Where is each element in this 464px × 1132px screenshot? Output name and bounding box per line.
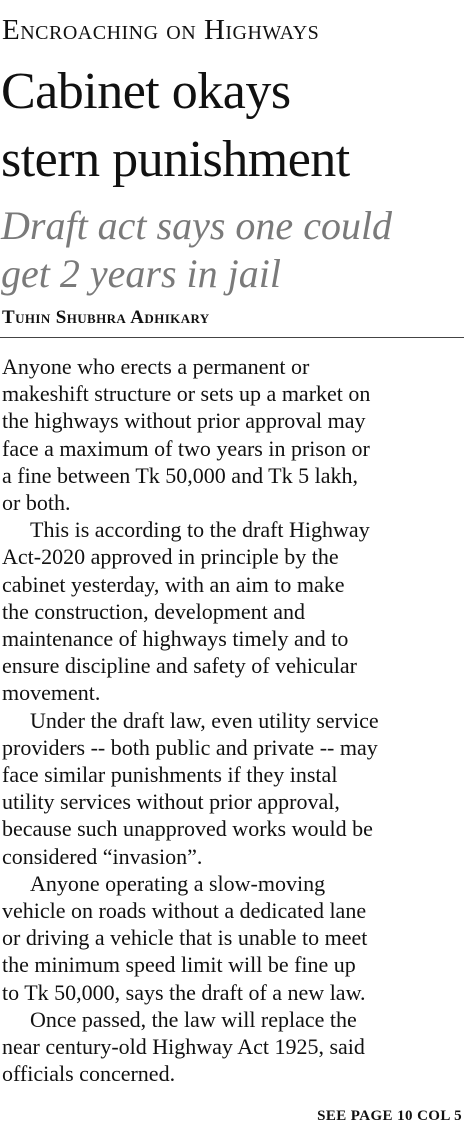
body-line: utility services without prior approval,: [2, 789, 340, 815]
headline: [1, 58, 463, 194]
body-line: the highways without prior approval may: [2, 408, 366, 434]
body-line: vehicle on roads without a dedicated lane: [2, 898, 367, 924]
body-line: a fine between Tk 50,000 and Tk 5 lakh,: [2, 462, 358, 488]
body-line: Anyone operating a slow-moving: [30, 870, 326, 896]
body-line: cabinet yesterday, with an aim to make: [2, 571, 345, 597]
body-line: Once passed, the law will replace the: [30, 1006, 357, 1032]
continuation-jump-line: SEE PAGE 10 COL 5: [317, 1108, 462, 1124]
subheadline-line-1: Draft act says one could: [1, 203, 393, 248]
body-line: the minimum speed limit will be fine up: [2, 952, 356, 978]
body-line: providers -- both public and private -- may: [2, 734, 378, 760]
body-line: face a maximum of two years in prison or: [2, 435, 370, 461]
section-kicker: Encroaching on Highways: [2, 14, 320, 46]
body-line: Act-2020 approved in principle by the: [2, 544, 339, 570]
subheadline: [1, 202, 463, 298]
body-line: or driving a vehicle that is unable to meet: [2, 925, 368, 951]
body-line: considered “invasion”.: [2, 843, 203, 869]
body-line: Under the draft law, even utility service: [30, 707, 379, 733]
headline-line-2: stern punishment: [1, 131, 350, 188]
body-line: maintenance of highways timely and to: [2, 626, 349, 652]
body-line: or both.: [2, 490, 71, 516]
body-line: to Tk 50,000, says the draft of a new law.: [2, 979, 366, 1005]
body-line: Anyone who erects a permanent or: [2, 354, 310, 379]
body-line: face similar punishments if they instal: [2, 762, 338, 788]
body-line: movement.: [2, 680, 101, 706]
body-line: because such unapproved works would be: [2, 816, 373, 842]
body-line: officials concerned.: [2, 1061, 176, 1087]
subheadline-line-2: get 2 years in jail: [1, 251, 281, 296]
body-line: makeshift structure or sets up a market on: [2, 381, 371, 407]
article-body: [2, 353, 464, 1087]
body-line: ensure discipline and safety of vehicular: [2, 653, 357, 679]
byline: Tuhin Shubhra Adhikary: [2, 307, 210, 328]
body-line: This is according to the draft Highway: [30, 517, 370, 543]
body-line: the construction, development and: [2, 598, 306, 624]
headline-line-1: Cabinet okays: [1, 63, 291, 120]
divider-rule: [0, 337, 464, 338]
body-line: near century-old Highway Act 1925, said: [2, 1034, 365, 1060]
